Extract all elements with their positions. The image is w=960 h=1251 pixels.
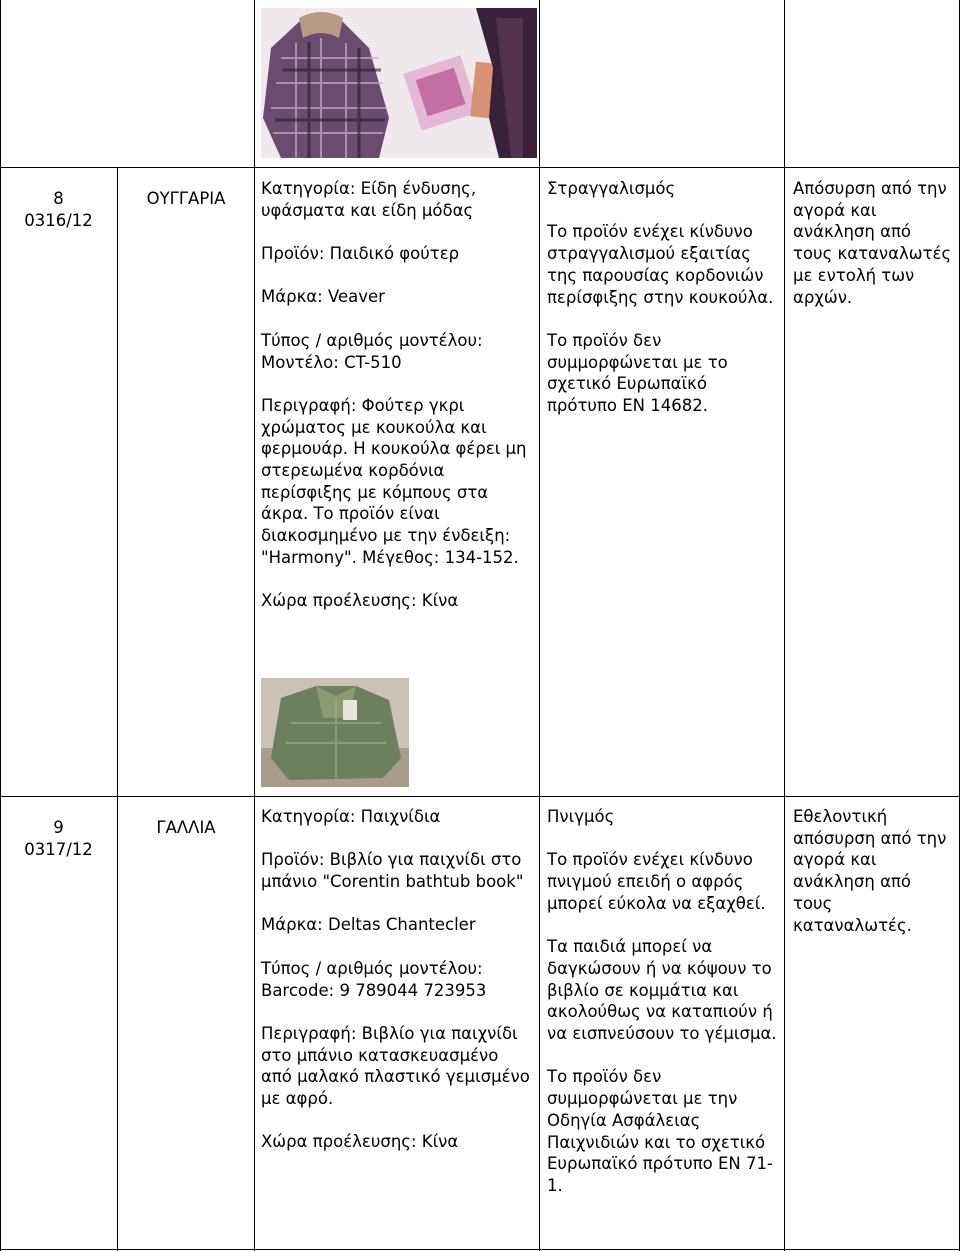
risk-compliance: Το προϊόν δεν συμμορφώνεται με το σχετικό Ευρωπαϊκό πρότυπο EN 14682. bbox=[547, 330, 728, 415]
notification-code: 0317/12 bbox=[24, 839, 93, 859]
risk-compliance: Το προϊόν δεν συμμορφώνεται με την Οδηγία Ασφάλειας Παιχνιδιών και το σχετικό Ευρωπαϊκό πρότυπο EN 71-1. bbox=[547, 1067, 773, 1195]
country: ΟΥΓΓΑΡΙΑ bbox=[146, 189, 226, 208]
col-divider-4 bbox=[784, 0, 785, 1251]
row-9-measures-cell bbox=[793, 806, 953, 936]
measures-taken: Απόσυρση από την αγορά και ανάκληση από τους καταναλωτές με εντολή των αρχών. bbox=[793, 179, 952, 307]
row-9-country-cell bbox=[118, 817, 254, 839]
table-border-bottom bbox=[0, 1249, 960, 1250]
row-number: 9 bbox=[53, 818, 64, 837]
product-description: Περιγραφή: Βιβλίο για παιχνίδι στο μπάνιο κατασκευασμένο από μαλακό πλαστικό γεμισμένο με αφρό. bbox=[261, 1023, 530, 1109]
risk-type: Στραγγαλισμός bbox=[547, 179, 676, 198]
product-photo-book bbox=[261, 678, 409, 787]
row-8-number-cell bbox=[0, 188, 117, 231]
risk-type: Πνιγμός bbox=[547, 807, 615, 826]
product-origin: Χώρα προέλευσης: Κίνα bbox=[261, 1132, 459, 1152]
product-category: Κατηγορία: Παιχνίδια bbox=[261, 807, 441, 826]
row-number: 8 bbox=[53, 189, 64, 208]
row-8-measures-cell bbox=[793, 178, 953, 308]
row-8-country-cell bbox=[118, 188, 254, 210]
row-divider-2 bbox=[0, 796, 960, 797]
product-name: Προϊόν: Παιδικό φούτερ bbox=[261, 244, 460, 264]
risk-description-2: Τα παιδιά μπορεί να δαγκώσουν ή να κόψουν το βιβλίο σε κομμάτια και ακολούθως να καταπιούν ή να εισπνεύσουν το γέμισμα. bbox=[547, 937, 777, 1043]
row-8-risk-cell bbox=[547, 178, 777, 417]
measures-taken: Εθελοντική απόσυρση από την αγορά και ανάκληση από τους καταναλωτές. bbox=[793, 807, 947, 935]
row-9-risk-cell bbox=[547, 806, 779, 1197]
product-photo-jacket bbox=[261, 8, 537, 158]
product-model: Τύπος / αριθμός μοντέλου: Μοντέλο: CT-510 bbox=[261, 330, 483, 372]
product-origin: Χώρα προέλευσης: Κίνα bbox=[261, 591, 459, 611]
product-brand: Μάρκα: Veaver bbox=[261, 287, 385, 307]
product-description: Περιγραφή: Φούτερ γκρι χρώματος με κουκούλα και φερμουάρ. Η κουκούλα φέρει μη στερεωμένα κορδόνια περίσφιξης με κόμπους στα άκρα. Το προϊόν είναι διακοσμημένο με την ένδειξη: "Harmony". Μέγεθος: 134-152. bbox=[261, 395, 527, 567]
col-divider-1 bbox=[117, 167, 118, 1251]
col-divider-2 bbox=[254, 0, 255, 1251]
row-9-product-cell bbox=[261, 806, 533, 1153]
notification-code: 0316/12 bbox=[24, 210, 93, 230]
risk-description: Το προϊόν ενέχει κίνδυνο πνιγμού επειδή ο αφρός μπορεί εύκολα να εξαχθεί. bbox=[547, 850, 766, 913]
country: ΓΑΛΛΙΑ bbox=[156, 818, 216, 837]
risk-description: Το προϊόν ενέχει κίνδυνο στραγγαλισμού εξαιτίας της παρουσίας κορδονιών περίσφιξης στην κουκούλα. bbox=[547, 222, 774, 307]
product-name: Προϊόν: Βιβλίο για παιχνίδι στο μπάνιο "Corentin bathtub book" bbox=[261, 850, 524, 892]
row-divider-1 bbox=[0, 167, 960, 168]
product-model: Τύπος / αριθμός μοντέλου: Barcode: 9 789044 723953 bbox=[261, 958, 487, 1000]
product-brand: Μάρκα: Deltas Chantecler bbox=[261, 915, 476, 935]
col-divider-3 bbox=[539, 0, 540, 1251]
row-9-number-cell bbox=[0, 817, 117, 860]
row-8-product-cell bbox=[261, 178, 533, 612]
product-category: Κατηγορία: Είδη ένδυσης, υφάσματα και είδη μόδας bbox=[261, 179, 477, 220]
